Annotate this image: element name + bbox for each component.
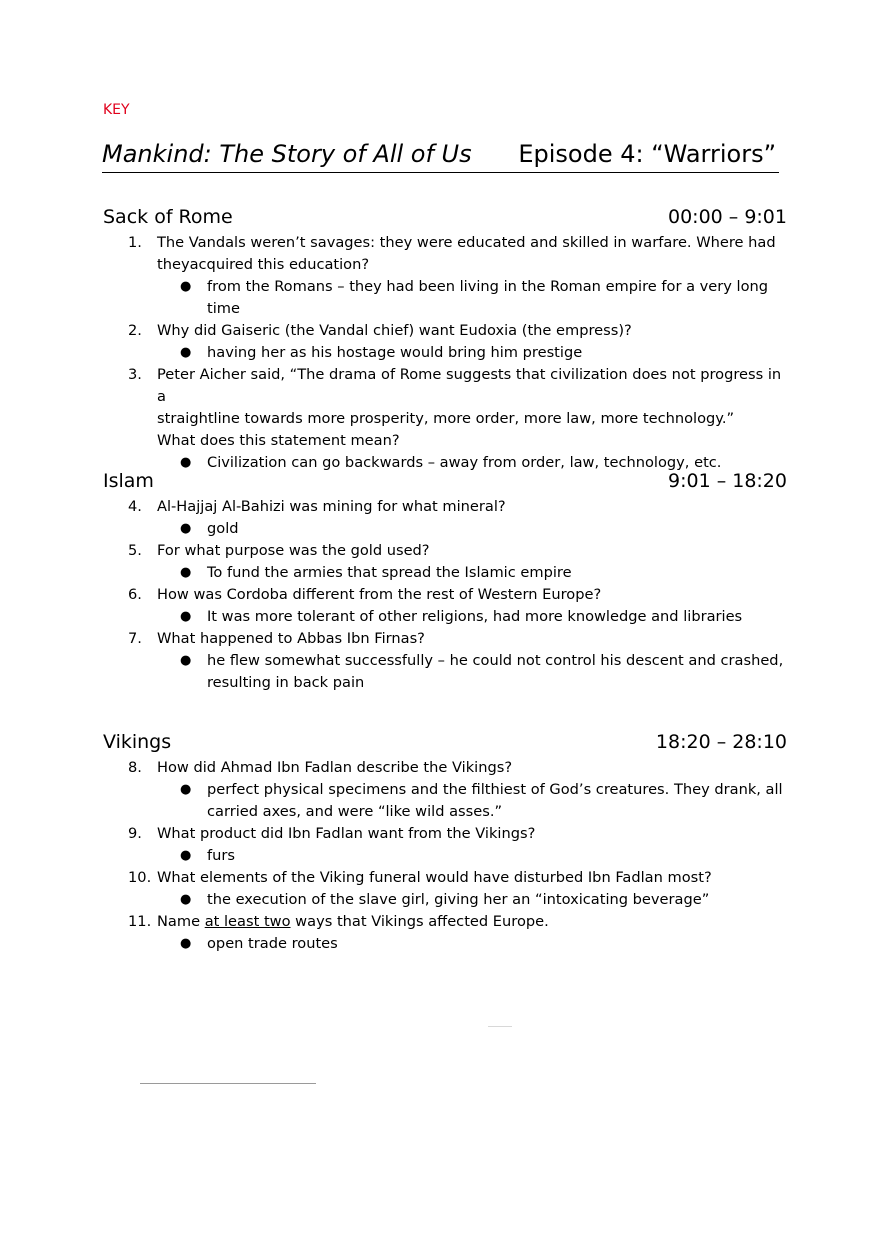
answer-line: having her as his hostage would bring him prestige xyxy=(207,344,583,361)
answer-line: the execution of the slave girl, giving her an “intoxicating beverage” xyxy=(207,891,710,908)
section-sack-of-rome xyxy=(103,206,787,474)
bullet-icon: ● xyxy=(180,653,192,668)
document-title xyxy=(102,136,779,173)
question-line: How was Cordoba different from the rest of Western Europe? xyxy=(157,586,602,603)
answer-item xyxy=(103,276,787,320)
answer-line: he flew somewhat successfully – he could not control his descent and crashed, xyxy=(207,652,784,669)
bullet-icon: ● xyxy=(180,455,192,470)
question-text: Name xyxy=(157,913,205,930)
faint-divider xyxy=(488,1026,512,1027)
bullet-icon: ● xyxy=(180,521,192,536)
question-number: 1. xyxy=(128,234,142,251)
section-header xyxy=(103,731,787,757)
answer-line: To fund the armies that spread the Islamic empire xyxy=(207,564,572,581)
answer-line: furs xyxy=(207,847,235,864)
answer-item xyxy=(103,845,787,867)
answer-line: Civilization can go backwards – away from order, law, technology, etc. xyxy=(207,454,722,471)
question-line: What does this statement mean? xyxy=(157,432,400,449)
question-number: 11. xyxy=(128,913,152,930)
bullet-icon: ● xyxy=(180,345,192,360)
question-line: What elements of the Viking funeral would have disturbed Ibn Fadlan most? xyxy=(157,869,712,886)
answer-line: perfect physical specimens and the filthiest of God’s creatures. They drank, all xyxy=(207,781,783,798)
bullet-icon: ● xyxy=(180,892,192,907)
bullet-icon: ● xyxy=(180,936,192,951)
section-header xyxy=(103,470,787,496)
question-line: What happened to Abbas Ibn Firnas? xyxy=(157,630,425,647)
answer-line: carried axes, and were “like wild asses.” xyxy=(207,803,503,820)
answer-item xyxy=(103,933,787,955)
question-line: The Vandals weren’t savages: they were educated and skilled in warfare. Where had xyxy=(157,234,776,251)
answer-item xyxy=(103,606,787,628)
episode-title: Episode 4: “Warriors” xyxy=(518,140,776,168)
question-item xyxy=(103,911,787,933)
question-number: 2. xyxy=(128,322,142,339)
question-line: theyacquired this education? xyxy=(157,256,370,273)
question-number: 3. xyxy=(128,366,142,383)
answer-item xyxy=(103,562,787,584)
question-number: 9. xyxy=(128,825,142,842)
question-number: 8. xyxy=(128,759,142,776)
section-timestamp: 00:00 – 9:01 xyxy=(667,206,787,228)
answer-line: gold xyxy=(207,520,239,537)
question-number: 7. xyxy=(128,630,142,647)
underlined-text: at least two xyxy=(204,913,291,930)
question-item xyxy=(103,364,787,452)
answer-item xyxy=(103,779,787,823)
bullet-icon: ● xyxy=(180,782,192,797)
question-item xyxy=(103,584,787,606)
question-number: 4. xyxy=(128,498,142,515)
answer-item xyxy=(103,650,787,694)
bullet-icon: ● xyxy=(180,609,192,624)
question-number: 10. xyxy=(128,869,152,886)
question-item xyxy=(103,823,787,845)
question-number: 5. xyxy=(128,542,142,559)
section-title: Sack of Rome xyxy=(103,206,233,228)
section-title: Islam xyxy=(103,470,154,492)
question-line xyxy=(157,911,787,933)
answer-line: resulting in back pain xyxy=(207,674,365,691)
section-vikings xyxy=(103,731,787,955)
answer-item xyxy=(103,889,787,911)
show-title: Mankind: The Story of All of Us xyxy=(102,140,472,168)
answer-item xyxy=(103,342,787,364)
question-line: Why did Gaiseric (the Vandal chief) want Eudoxia (the empress)? xyxy=(157,322,632,339)
section-header xyxy=(103,206,787,232)
key-label: KEY xyxy=(103,102,130,118)
section-timestamp: 9:01 – 18:20 xyxy=(667,470,787,492)
footnote-separator xyxy=(140,1083,316,1084)
question-item xyxy=(103,496,787,518)
answer-line: from the Romans – they had been living in the Roman empire for a very long time xyxy=(207,278,769,317)
bullet-icon: ● xyxy=(180,848,192,863)
question-item xyxy=(103,320,787,342)
question-line: For what purpose was the gold used? xyxy=(157,542,430,559)
bullet-icon: ● xyxy=(180,565,192,580)
question-number: 6. xyxy=(128,586,142,603)
question-line: How did Ahmad Ibn Fadlan describe the Vikings? xyxy=(157,759,513,776)
question-line: What product did Ibn Fadlan want from the Vikings? xyxy=(157,825,536,842)
question-item xyxy=(103,757,787,779)
section-timestamp: 18:20 – 28:10 xyxy=(655,731,787,753)
question-item xyxy=(103,628,787,650)
question-text: ways that Vikings affected Europe. xyxy=(290,913,549,930)
answer-line: It was more tolerant of other religions, had more knowledge and libraries xyxy=(207,608,743,625)
question-line: Al-Hajjaj Al-Bahizi was mining for what mineral? xyxy=(157,498,506,515)
question-item xyxy=(103,867,787,889)
question-item xyxy=(103,232,787,276)
question-line: Peter Aicher said, “The drama of Rome suggests that civilization does not progress in a xyxy=(157,366,782,405)
question-line: straightline towards more prosperity, more order, more law, more technology.” xyxy=(157,410,735,427)
question-item xyxy=(103,540,787,562)
bullet-icon: ● xyxy=(180,279,192,294)
answer-line: open trade routes xyxy=(207,935,338,952)
answer-item xyxy=(103,518,787,540)
section-islam xyxy=(103,470,787,694)
section-title: Vikings xyxy=(103,731,172,753)
